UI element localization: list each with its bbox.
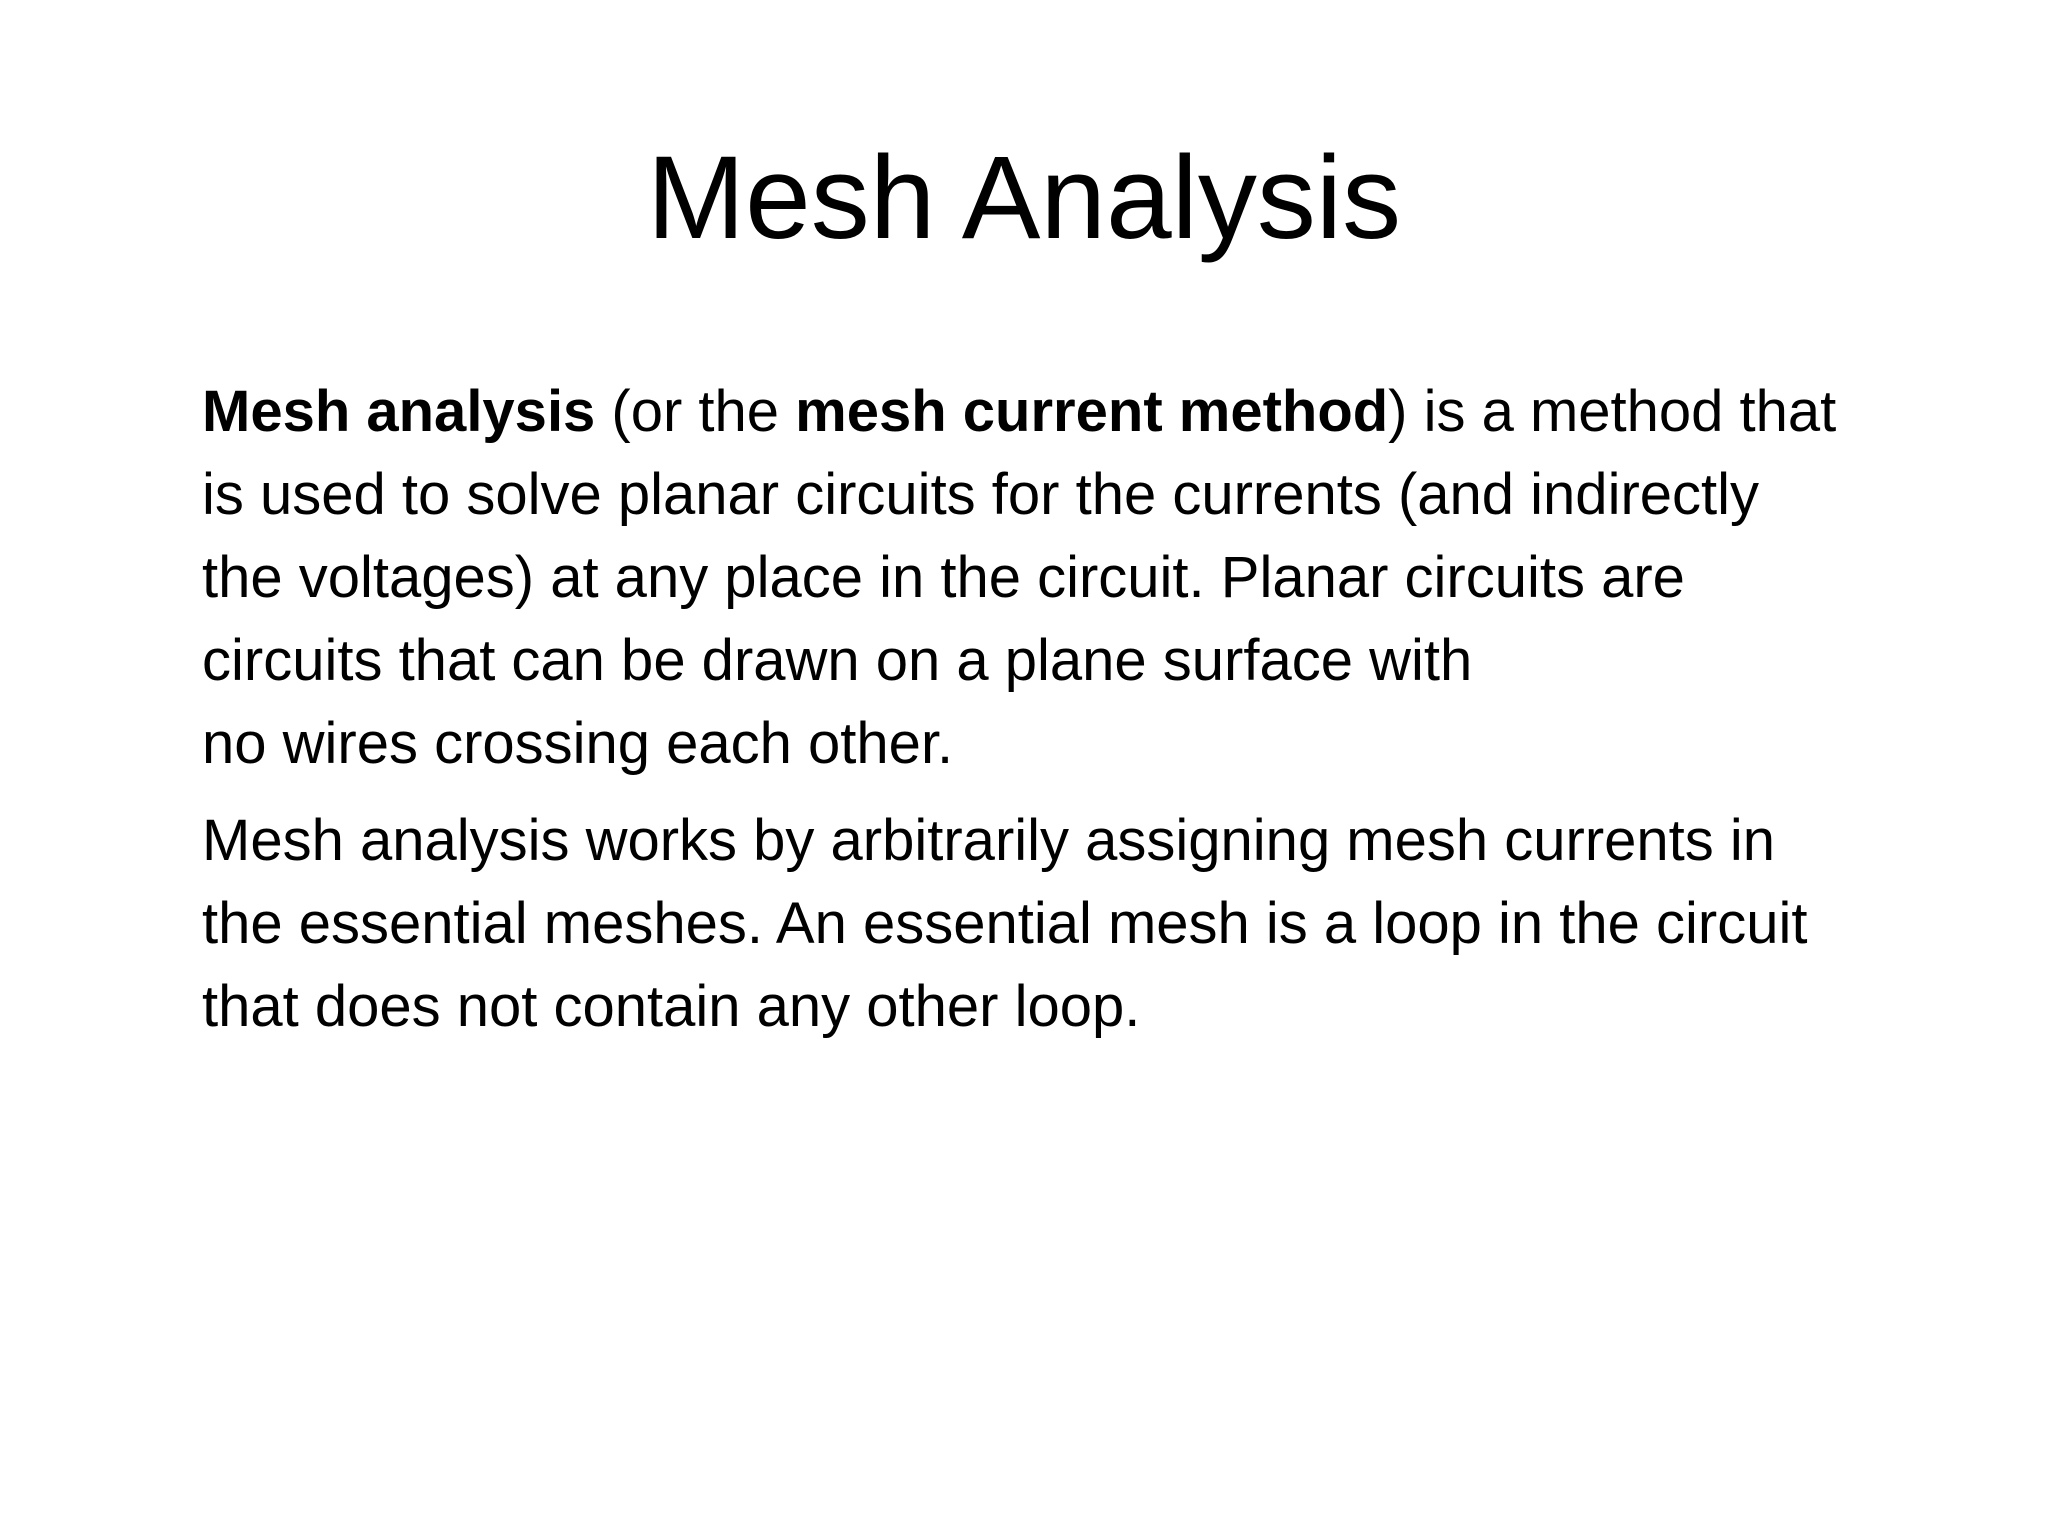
text-line: no wires crossing each other. [202,711,954,776]
slide-title: Mesh Analysis [646,132,1402,264]
text-line: that does not contain any other loop. [202,974,1141,1039]
text-line: circuits that can be drawn on a plane surface with [202,628,1473,693]
text-line: Mesh analysis works by arbitrarily assigning mesh currents in [202,808,1776,873]
text-line [202,370,1962,453]
slide-body [202,370,1962,1062]
bold-term-mesh-analysis: Mesh analysis [202,379,596,444]
paragraph-method [202,799,1962,1048]
text-line: the essential meshes. An essential mesh is a loop in the circuit [202,891,1808,956]
text-segment: (or the [595,379,796,444]
text-line: is used to solve planar circuits for the currents (and indirectly [202,462,1760,527]
text-segment: ) is a method that [1388,379,1837,444]
bold-term-mesh-current-method: mesh current method [795,379,1389,444]
text-line: the voltages) at any place in the circuit. Planar circuits are [202,545,1685,610]
paragraph-definition [202,370,1962,785]
